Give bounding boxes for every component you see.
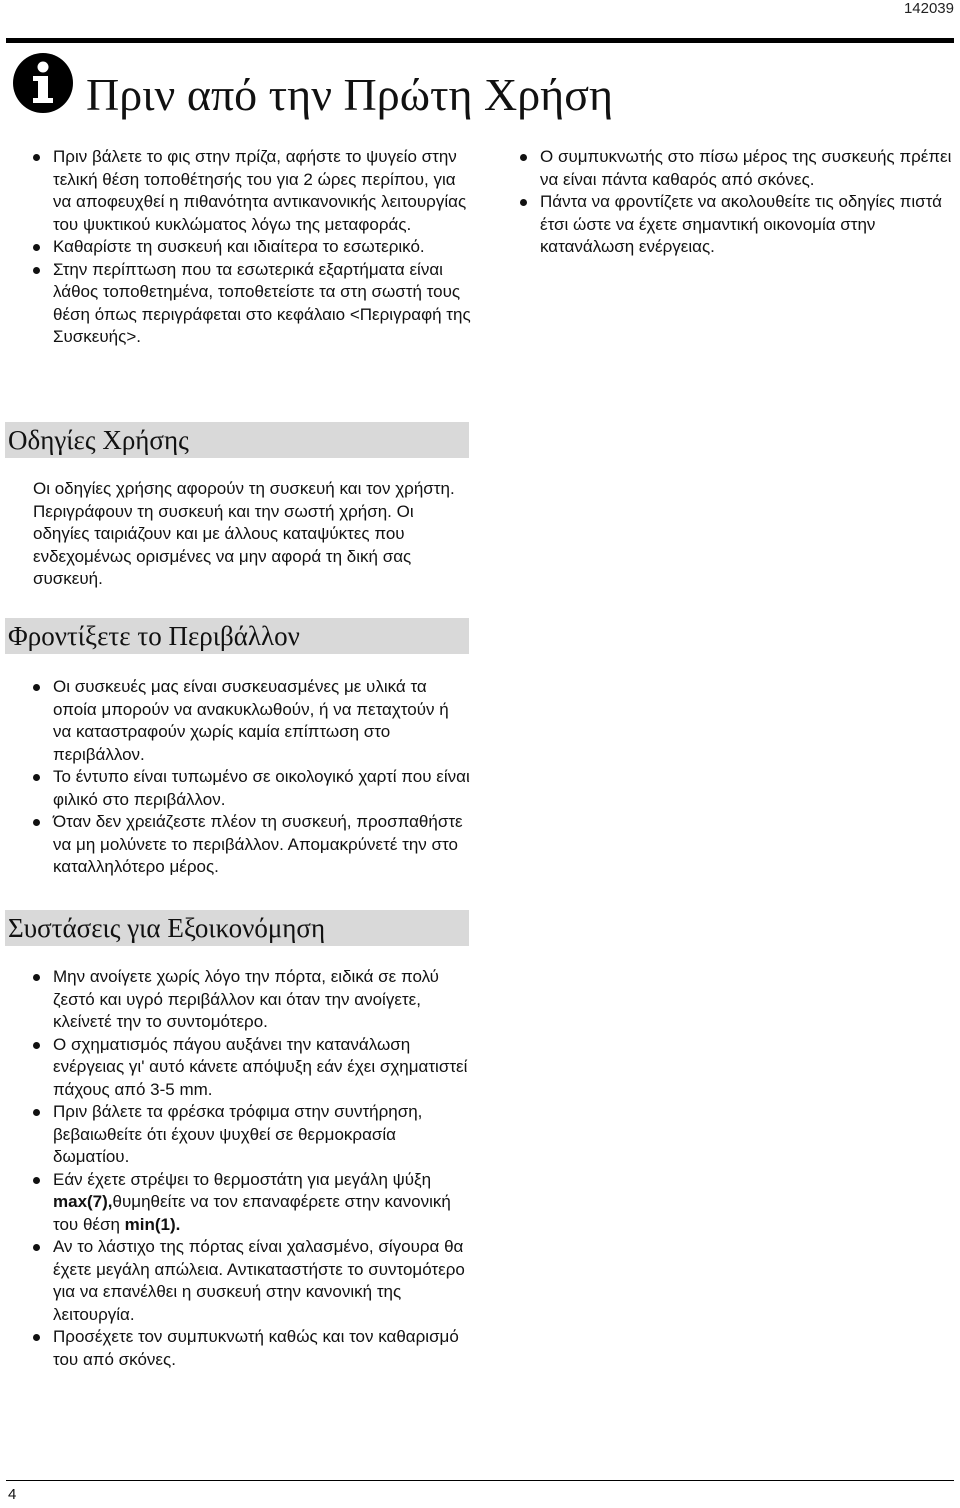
- savings-list-column: [23, 966, 471, 1371]
- environment-list-column: [23, 676, 471, 879]
- title-row: [8, 48, 908, 138]
- right-list-column: [510, 146, 958, 259]
- list-item: Ο συμπυκνωτής στο πίσω μέρος της συσκευής πρέπει να είναι πάντα καθαρός από σκόνες.: [510, 146, 958, 191]
- bullet-icon: [33, 1244, 40, 1251]
- list-item: Πριν βάλετε τα φρέσκα τρόφιμα στην συντήρηση, βεβαιωθείτε ότι έχουν ψυχθεί σε θερμοκρασία δωματίου.: [23, 1101, 471, 1169]
- instructions-text: Οι οδηγίες χρήσης αφορούν τη συσκευή και τον χρήστη. Περιγράφουν τη συσκευή και την σωστή χρήση. Οι οδηγίες ταιριάζουν και με άλλους καταψύκτες που ενδεχομένως ορισμένες να μην αφορά τη δική σας συσκευή.: [33, 479, 455, 588]
- bullet-icon: [33, 1109, 40, 1116]
- bullet-icon: [33, 974, 40, 981]
- bullet-icon: [33, 1177, 40, 1184]
- bottom-rule: [6, 1480, 954, 1481]
- list-item: Στην περίπτωση που τα εσωτερικά εξαρτήματα είναι λάθος τοποθετημένα, τοποθετείστε τα στη σωστή τους θέση όπως περιγράφεται στο κεφάλαιο <Περιγραφή της Συσκευής>.: [23, 259, 471, 349]
- info-icon: [12, 52, 74, 114]
- environment-list: [23, 676, 471, 879]
- bullet-icon: [33, 819, 40, 826]
- intro-list-column: [23, 146, 471, 349]
- section-heading-savings: Συστάσεις για Εξοικονόμηση: [5, 910, 469, 946]
- page-number: 4: [8, 1486, 17, 1503]
- list-item: Πάντα να φροντίζετε να ακολουθείτε τις οδηγίες πιστά έτσι ώστε να έχετε σημαντική οικονομία στην κατανάλωση ενέργειας.: [510, 191, 958, 259]
- bullet-icon: [33, 774, 40, 781]
- list-item: Οι συσκευές μας είναι συσκευασμένες με υλικά τα οποία μπορούν να ανακυκλωθούν, ή να πεταχτούν ή να καταστραφούν χωρίς καμία επίπτωση στο περιβάλλον.: [23, 676, 471, 766]
- bullet-icon: [33, 154, 40, 161]
- bullet-icon: [33, 244, 40, 251]
- intro-list: [23, 146, 471, 349]
- right-list: [510, 146, 958, 259]
- top-rule: [6, 38, 954, 43]
- list-item: Εάν έχετε στρέψει το θερμοστάτη για μεγάλη ψύξη max(7),θυμηθείτε να τον επαναφέρετε στην κανονική του θέση min(1).: [23, 1169, 471, 1237]
- list-item: Ο σχηματισμός πάγου αυξάνει την κατανάλωση ενέργειας γι' αυτό κάνετε απόψυξη εάν έχει σχηματιστεί πάχους από 3-5 mm.: [23, 1034, 471, 1102]
- bullet-icon: [33, 267, 40, 274]
- section-heading-instructions: Οδηγίες Χρήσης: [5, 422, 469, 458]
- min-setting: min(1).: [124, 1214, 181, 1234]
- list-item: Προσέχετε τον συμπυκνωτή καθώς και τον καθαρισμό του από σκόνες.: [23, 1326, 471, 1371]
- list-item: Όταν δεν χρειάζεστε πλέον τη συσκευή, προσπαθήστε να μη μολύνετε το περιβάλλον. Απομακρύνετέ την στο καταλληλότερο μέρος.: [23, 811, 471, 879]
- list-item: Πριν βάλετε το φις στην πρίζα, αφήστε το ψυγείο στην τελική θέση τοποθέτησής του για 2 ώρες περίπου, για να αποφευχθεί η πιθανότητα αντικανονικής λειτουργίας του ψυκτικού κυκλώματος λόγω της μεταφοράς.: [23, 146, 471, 236]
- bullet-icon: [520, 199, 527, 206]
- list-item: Το έντυπο είναι τυπωμένο σε οικολογικό χαρτί που είναι φιλικό στο περιβάλλον.: [23, 766, 471, 811]
- list-item: Καθαρίστε τη συσκευή και ιδιαίτερα το εσωτερικό.: [23, 236, 471, 259]
- bullet-icon: [33, 684, 40, 691]
- section-heading-environment: Φροντίξετε το Περιβάλλον: [5, 618, 469, 654]
- page-title: Πριν από την Πρώτη Χρήση: [86, 69, 614, 120]
- max-setting: max(7),: [53, 1192, 113, 1211]
- bullet-icon: [520, 154, 527, 161]
- list-item: Μην ανοίγετε χωρίς λόγο την πόρτα, ειδικά σε πολύ ζεστό και υγρό περιβάλλον και όταν την ανοίγετε, κλείνετέ την το συντομότερο.: [23, 966, 471, 1034]
- bullet-icon: [33, 1042, 40, 1049]
- bullet-icon: [33, 1334, 40, 1341]
- savings-list: [23, 966, 471, 1371]
- document-code: 142039: [903, 0, 954, 17]
- list-item: Αν το λάστιχο της πόρτας είναι χαλασμένο, σίγουρα θα έχετε μεγάλη απώλεια. Αντικαταστήστε το συντομότερο για να επανέλθει η συσκευή στην κανονική της λειτουργία.: [23, 1236, 471, 1326]
